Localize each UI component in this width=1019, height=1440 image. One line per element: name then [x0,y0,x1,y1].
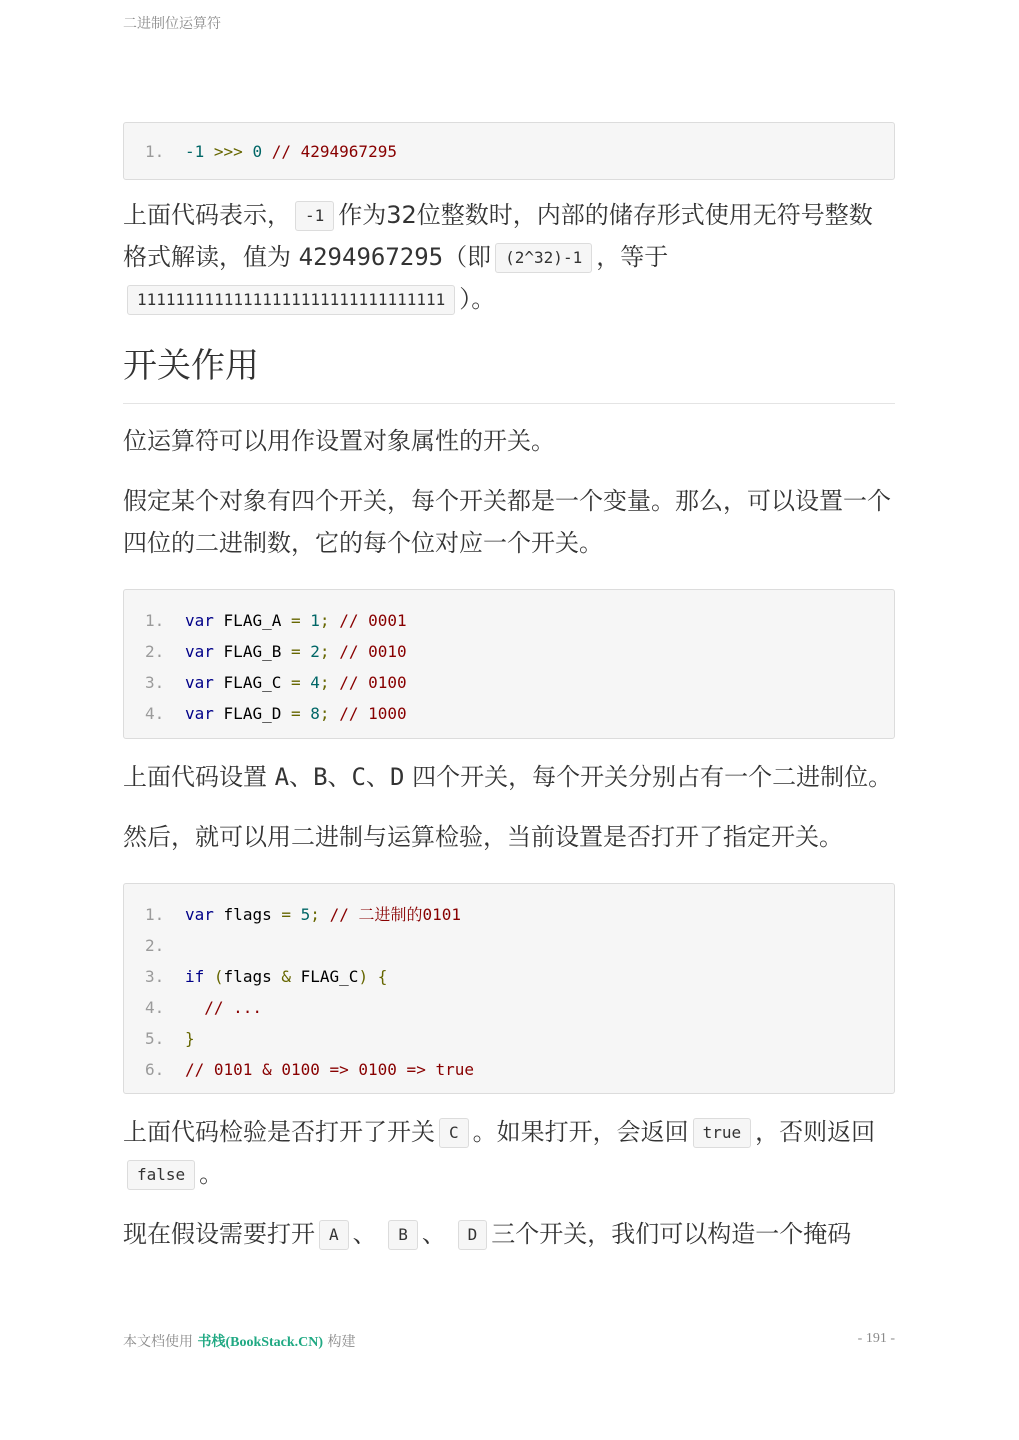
code-identifier: FLAG_C [300,967,359,986]
code-line [145,992,882,1023]
code-comment: // 1000 [339,704,407,723]
code-line [145,605,882,636]
code-line [145,961,882,992]
text: ）。 [459,285,496,313]
text: （即 [443,243,492,271]
paragraph: 然后，就可以用二进制与运算检验，当前设置是否打开了指定开关。 [123,823,843,851]
line-number: 2. [145,936,165,955]
code-punct: ; [319,642,330,661]
code-operator: & [281,967,291,986]
code-token: 0 [252,142,263,161]
paragraph [123,756,895,798]
section-heading: 开关作用 [123,342,895,404]
footer-credit [123,1331,356,1351]
code-number: 5 [300,905,311,924]
text: 上面代码设置 [123,763,267,791]
code-operator: = [290,704,301,723]
text: 四个开关，每个开关分别占有一个二进制位。 [412,763,893,791]
code-block [123,589,895,739]
code-block [123,883,895,1094]
code-identifier: flags [223,905,272,924]
text: ，等于 [596,243,669,271]
text: 、 [421,1220,446,1248]
code-identifier: FLAG_C [223,673,282,692]
paragraph [123,194,895,320]
code-punct: ; [319,611,330,630]
value-text: A、B、C、D [274,763,405,791]
code-punct: ; [319,673,330,692]
code-operator: = [290,673,301,692]
line-number: 6. [145,1060,165,1079]
text: 上面代码表示， [123,201,291,229]
code-line [145,698,882,729]
text: 现在假设需要打开 [123,1220,315,1248]
document-content [123,122,895,1255]
code-identifier: flags [223,967,272,986]
code-comment: // ... [204,998,263,1017]
code-identifier: FLAG_D [223,704,282,723]
inline-code: (2^32)-1 [495,243,592,273]
code-keyword: var [185,642,214,661]
inline-code: C [439,1118,469,1148]
code-line [145,136,882,167]
bookstack-link[interactable]: 书栈(BookStack.CN) [197,1335,324,1350]
code-punct: ; [319,704,330,723]
text: 、 [352,1220,377,1248]
paragraph: 位运算符可以用作设置对象属性的开关。 [123,427,555,455]
paragraph [123,1213,895,1255]
text: 。如果打开，会返回 [472,1118,689,1146]
code-identifier: FLAG_B [223,642,282,661]
code-punct: { [377,967,388,986]
inline-code: false [127,1160,195,1190]
paragraph: 假定某个对象有四个开关，每个开关都是一个变量。那么，可以设置一个四位的二进制数，它的每个位对应一个开关。 [123,487,891,557]
line-number: 3. [145,673,165,692]
inline-code: 11111111111111111111111111111111 [127,285,455,315]
line-number: 4. [145,998,165,1017]
text: 三个开关，我们可以构造一个掩码 [491,1220,852,1248]
code-comment: // 4294967295 [271,142,397,161]
code-number: 2 [310,642,320,661]
code-line [145,899,882,930]
code-token: -1 [185,142,205,161]
inline-code: true [693,1118,752,1148]
code-punct: } [185,1029,195,1048]
code-block [123,122,895,180]
text: ，否则返回 [755,1118,876,1146]
line-number: 1. [145,142,165,161]
code-comment: // 0001 [339,611,407,630]
inline-code: A [319,1220,349,1250]
line-number: 1. [145,905,165,924]
inline-code: B [388,1220,418,1250]
code-comment: // 二进制的0101 [329,905,461,924]
paragraph [123,1111,895,1195]
code-identifier: FLAG_A [223,611,282,630]
text: 上面代码检验是否打开了开关 [123,1118,435,1146]
text: 作为32位整数时，内部的储存形式使用无符号整数格式解读，值为 [123,201,873,271]
code-operator: = [290,611,301,630]
code-punct: ) [358,967,369,986]
code-keyword: var [185,905,214,924]
code-line [145,667,882,698]
code-comment: // 0100 [339,673,407,692]
code-operator: = [290,642,301,661]
code-line [145,1054,882,1085]
line-number: 1. [145,611,165,630]
line-number: 5. [145,1029,165,1048]
code-number: 8 [310,704,320,723]
inline-code: D [458,1220,488,1250]
code-operator: = [281,905,291,924]
code-punct: ; [310,905,320,924]
running-header: 二进制位运算符 [123,16,221,32]
page-number: - 191 - [857,1331,895,1346]
code-line [145,930,882,961]
code-punct: ( [213,967,224,986]
footer-text: 构建 [327,1334,356,1350]
line-number: 3. [145,967,165,986]
footer-text: 本文档使用 [123,1334,193,1350]
code-number: 1 [310,611,320,630]
line-number: 2. [145,642,165,661]
code-line [145,1023,882,1054]
text: 。 [199,1160,224,1188]
line-number: 4. [145,704,165,723]
code-number: 4 [310,673,320,692]
code-token: >>> [213,142,243,161]
code-keyword: if [185,967,205,986]
code-keyword: var [185,673,214,692]
code-keyword: var [185,704,214,723]
inline-code: -1 [295,201,334,231]
code-comment: // 0010 [339,642,407,661]
code-comment: // 0101 & 0100 => 0100 => true [185,1060,474,1079]
code-keyword: var [185,611,214,630]
value-text: 4294967295 [298,243,444,271]
code-line [145,636,882,667]
